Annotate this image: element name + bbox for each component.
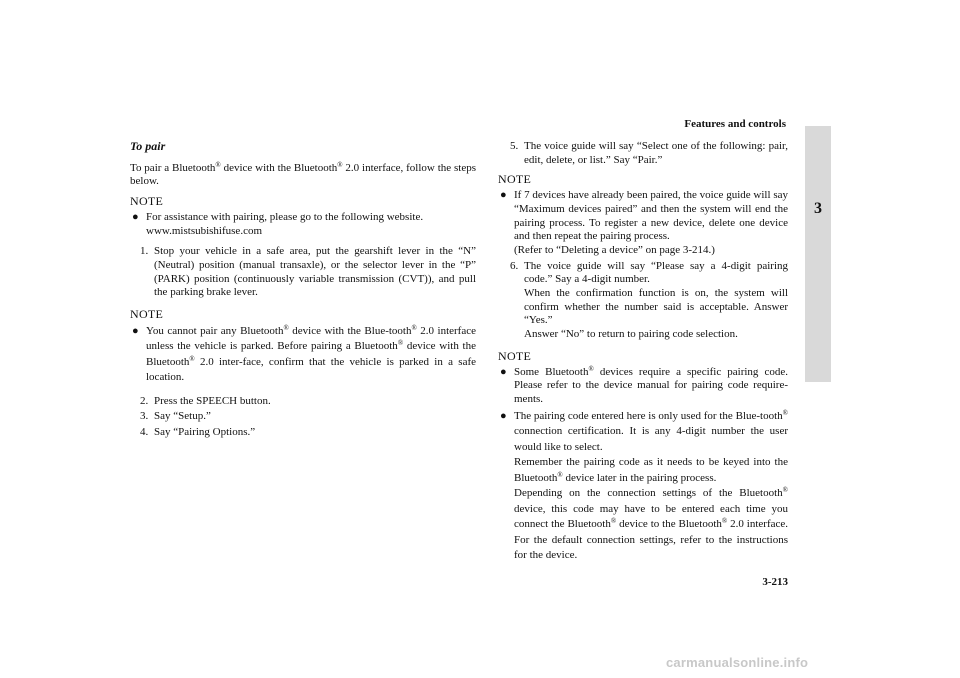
step-item: 5. The voice guide will say “Select one of the following: pair, edit, delete, or list.” Say “Pair.”	[510, 140, 788, 166]
bullet-icon: ●	[500, 189, 507, 202]
note-label: NOTE	[130, 194, 164, 209]
note-label: NOTE	[498, 172, 532, 187]
section-heading: To pair	[130, 139, 166, 153]
left-column	[130, 140, 476, 440]
watermark: carmanualsonline.info	[666, 655, 809, 670]
note-bullet: ● The pairing code entered here is only used for the Blue-tooth® connection certification. It is any 4-digit number the user would like to select. Remember the pairing code as it needs to be keyed into the Bluetooth® device later in the pairing process. Depending on the connection settings of the Bluetooth® device, this code may have to be entered each time you connect the Bluetooth® device to the Bluetooth® 2.0 interface. For the default connection settings, refer to the instructions for the device.	[500, 408, 788, 562]
step-item: 4. Say “Pairing Options.”	[140, 426, 256, 439]
section-header: Features and controls	[684, 118, 786, 130]
note-bullet: ● For assistance with pairing, please go to the following website. www.mistsubishifuse.com	[132, 210, 424, 237]
note-bullet: ● If 7 devices have already been paired, the voice guide will say “Maximum devices paired” and then the system will end the pairing process. To register a new device, delete one device and then repeat the pairing process. (Refer to “Deleting a device” on page 3-214.)	[500, 189, 788, 256]
step-item: 3. Say “Setup.”	[140, 410, 211, 423]
bullet-icon: ●	[500, 365, 507, 378]
bullet-icon: ●	[132, 324, 139, 337]
step-item: 6. The voice guide will say “Please say a 4-digit pairing code.” Say a 4-digit number. When the confirmation function is on, the system will confirm whether the number said is acceptable. Answer “Yes.” Answer “No” to return to pairing code selection.	[510, 259, 788, 341]
note-label: NOTE	[130, 307, 164, 322]
note-bullet: ● Some Bluetooth® devices require a specific pairing code. Please refer to the device manual for pairing code require-ments.	[500, 364, 788, 405]
intro-paragraph: To pair a Bluetooth® device with the Bluetooth® 2.0 interface, follow the steps below.	[130, 160, 476, 188]
note-label: NOTE	[498, 348, 532, 363]
website-url: www.mistsubishifuse.com	[146, 224, 263, 237]
note-bullet: ● You cannot pair any Bluetooth® device with the Blue-tooth® 2.0 interface unless the vehicle is parked. Before pairing a Bluetooth® device with the Bluetooth® 2.0 inter-face, confirm that the vehicle is parked in a safe location.	[132, 323, 476, 384]
step-item: 1. Stop your vehicle in a safe area, put the gearshift lever in the “N” (Neutral) position (manual transaxle), or the selector lever in the “P” (PARK) position (continuously variable transmission (CVT)), and pull the parking brake lever.	[140, 245, 476, 299]
step-item: 2. Press the SPEECH button.	[140, 394, 271, 407]
bullet-icon: ●	[500, 409, 507, 422]
chapter-number: 3	[814, 200, 822, 217]
chapter-tab	[805, 126, 831, 382]
bullet-icon: ●	[132, 210, 139, 223]
page-number: 3-213	[762, 576, 788, 588]
right-column	[498, 140, 788, 564]
page-reference: (Refer to “Deleting a device” on page 3-214.)	[514, 243, 715, 256]
